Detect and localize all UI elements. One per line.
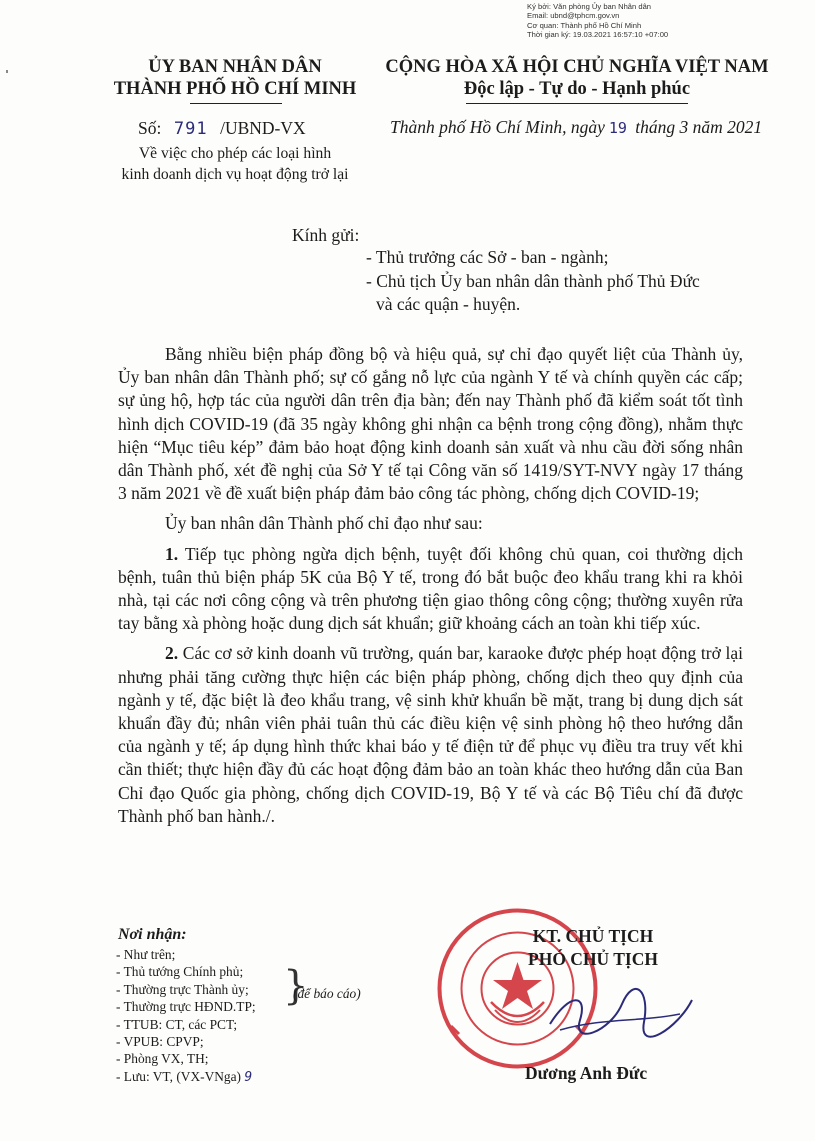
motto: Độc lập - Tự do - Hạnh phúc xyxy=(463,79,691,99)
recipient-item: - Thường trực HĐND.TP; xyxy=(116,999,256,1015)
body-paragraph-1: Bằng nhiều biện pháp đồng bộ và hiệu quả, sự chỉ đạo quyết liệt của Thành ủy, Ủy ban nhân dân Thành phố; sự cố gắng nỗ lực của ngành Y tế và chính quyền các cấp; sự ủng hộ, hợp tác của người dân trên địa bàn; đến nay Thành phố đã kiểm soát tốt tình hình dịch COVID-19 (đã 35 ngày không ghi nhận ca bệnh trong cộng đồng), nhằm thực hiện “Mục tiêu kép” đảm bảo hoạt động kinh doanh sản xuất và nhu cầu đời sống nhân dân Thành phố, xét đề nghị của Sở Y tế tại Công văn số 1419/SYT-NVY ngày 17 tháng 3 năm 2021 về đề xuất biện pháp đảm bảo công tác phòng, chống dịch COVID-19; xyxy=(118,344,743,504)
recipient-item: - Phòng VX, TH; xyxy=(116,1051,209,1067)
item-2-text: Các cơ sở kinh doanh vũ trường, quán bar, karaoke được phép hoạt động trở lại nhưng phải tăng cường thực hiện các biện pháp phòng, chống dịch theo quy định của ngành y tế, đặc biệt là đeo khẩu trang, vệ sinh khử khuẩn bề mặt, trang bị dung dịch sát khuẩn đầy đủ; nhân viên phải tuân thủ các điều kiện vệ sinh phòng hộ theo hướng dẫn của ngành y tế; áp dụng hình thức khai báo y tế điện tử để phục vụ điều tra truy vết khi cần thiết; thực hiện đầy đủ các hoạt động đảm bảo an toàn khác theo hướng dẫn của Ban Chỉ đạo Quốc gia phòng, chống dịch COVID-19, Bộ Y tế và các Bộ Tiêu chí đã được Thành phố ban hành./. xyxy=(118,643,743,826)
report-note: (để báo cáo) xyxy=(293,986,361,1001)
handwritten-day: 19 xyxy=(608,119,627,137)
addressee-line-1: - Thủ trưởng các Sở - ban - ngành; xyxy=(366,247,609,267)
document-number xyxy=(138,118,306,139)
document-subject xyxy=(100,143,370,185)
body-item-1 xyxy=(118,543,743,636)
digisig-agency: Cơ quan: Thành phố Hồ Chí Minh xyxy=(527,20,642,30)
issuing-organization xyxy=(100,56,370,100)
subject-line-2: kinh doanh dịch vụ hoạt động trở lại xyxy=(121,166,349,183)
place-date-prefix: Thành phố Hồ Chí Minh, ngày xyxy=(390,117,605,137)
brace-symbol: } xyxy=(283,963,309,1009)
digital-signature-info xyxy=(527,2,747,40)
digisig-email: Email: ubnd@tphcm.gov.vn xyxy=(527,11,620,21)
recipients-list xyxy=(116,946,256,1086)
addressee-list xyxy=(366,246,700,317)
body-paragraph-2: Ủy ban nhân dân Thành phố chỉ đạo như sau: xyxy=(165,513,483,534)
item-2-number: 2. xyxy=(165,643,179,664)
item-1-number: 1. xyxy=(165,543,179,564)
letter-body xyxy=(118,343,743,835)
place-and-date xyxy=(390,117,762,138)
recipient-item: - Thường trực Thành ủy; xyxy=(116,981,249,997)
digisig-signer: Ký bởi: Văn phòng Ủy ban Nhân dân xyxy=(527,2,652,11)
addressee-label: Kính gửi: xyxy=(292,225,360,245)
recipient-item-storage xyxy=(116,1068,256,1086)
sign-title-1: KT. CHỦ TỊCH xyxy=(532,926,654,946)
org-line-2: THÀNH PHỐ HỒ CHÍ MINH xyxy=(113,79,357,99)
recipient-item: - VPUB: CPVP; xyxy=(116,1034,204,1050)
storage-count: 9 xyxy=(244,1069,253,1085)
docno-handwritten-number: 791 xyxy=(173,119,208,139)
scan-mark xyxy=(6,70,8,73)
addressee-line-2: - Chủ tịch Ủy ban nhân dân thành phố Thủ Đức xyxy=(366,270,700,291)
recipient-item: - Thủ tướng Chính phủ; xyxy=(116,964,244,980)
subject-line-1: Về việc cho phép các loại hình xyxy=(138,145,332,162)
place-date-suffix: tháng 3 năm 2021 xyxy=(630,117,763,137)
storage-text: - Lưu: VT, (VX-VNga) xyxy=(116,1068,242,1084)
national-heading xyxy=(378,56,776,100)
org-underline xyxy=(190,103,282,104)
docno-suffix: /UBND-VX xyxy=(220,118,306,138)
body-item-2 xyxy=(118,642,743,828)
addressee-line-3: và các quận - huyện. xyxy=(376,294,521,314)
sign-title-2: PHÓ CHỦ TỊCH xyxy=(528,949,658,969)
org-line-1: ỦY BAN NHÂN DÂN xyxy=(148,57,322,77)
docno-prefix: Số: xyxy=(138,118,162,138)
nation-line-1: CỘNG HÒA XÃ HỘI CHỦ NGHĨA VIỆT NAM xyxy=(385,57,769,77)
item-1-text: Tiếp tục phòng ngừa dịch bệnh, tuyệt đối không chủ quan, coi thường dịch bệnh, tuân thủ biện pháp 5K của Bộ Y tế, trong đó bắt buộc đeo khẩu trang khi ra khỏi nhà, tại các nơi công cộng và trên phương tiện giao thông công cộng; thường xuyên rửa tay bằng xà phòng hoặc dung dịch sát khuẩn; giữ khoảng cách an toàn khi tiếp xúc. xyxy=(118,543,743,634)
signer-name: Dương Anh Đức xyxy=(525,1063,648,1083)
handwritten-signature xyxy=(540,982,700,1042)
signing-authority xyxy=(498,925,688,971)
recipient-item: - TTUB: CT, các PCT; xyxy=(116,1016,238,1032)
digisig-time: Thời gian ký: 19.03.2021 16:57:10 +07:00 xyxy=(527,30,669,40)
motto-underline xyxy=(466,103,688,104)
recipients-label: Nơi nhận: xyxy=(118,926,187,943)
recipient-item: - Như trên; xyxy=(116,947,176,962)
